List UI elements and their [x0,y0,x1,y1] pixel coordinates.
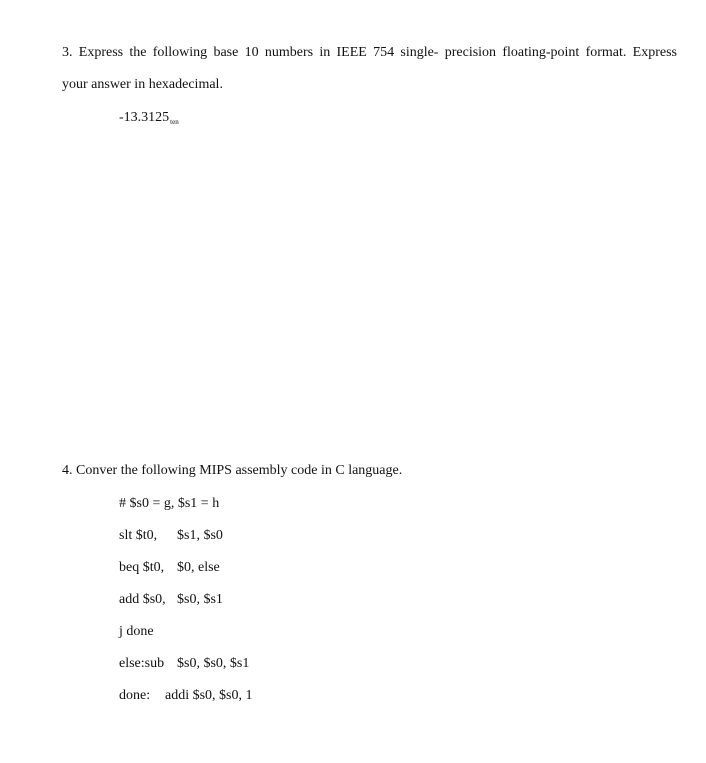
code-line-add [119,592,223,608]
code-line-comment [119,496,219,512]
code-line-op: beq $t0, [119,560,165,575]
question-3-number [119,110,179,127]
code-line-beq [119,560,220,576]
code-line-op: else:sub [119,656,165,671]
question-4-text: 4. Conver the following MIPS assembly code in C language. [62,463,403,478]
question-3-text-line-2: your answer in hexadecimal. [62,77,223,92]
code-line-op: add $s0, [119,592,166,607]
code-line-jump [119,624,154,640]
code-line-args: $s1, $s0 [177,528,223,543]
code-line-args: $s0, $s0, $s1 [177,656,250,671]
code-line-else [119,656,249,672]
code-line-op: # $s0 = g, $s1 = h [119,496,220,511]
code-line-op: done: [119,688,151,703]
code-line-op: j done [119,624,154,639]
code-line-op: slt $t0, [119,528,158,543]
code-line-args: $0, else [177,560,220,575]
question-3-text-line-1: 3. Express the following base 10 numbers in IEEE 754 single- precision floating-point format. Express [62,45,677,60]
code-line-done [119,688,253,704]
question-3-value: -13.3125 [119,110,170,125]
code-line-slt [119,528,223,544]
code-line-args: addi $s0, $s0, 1 [165,688,253,703]
question-3-value-subscript: ten [170,118,179,126]
code-line-args: $s0, $s1 [177,592,223,607]
